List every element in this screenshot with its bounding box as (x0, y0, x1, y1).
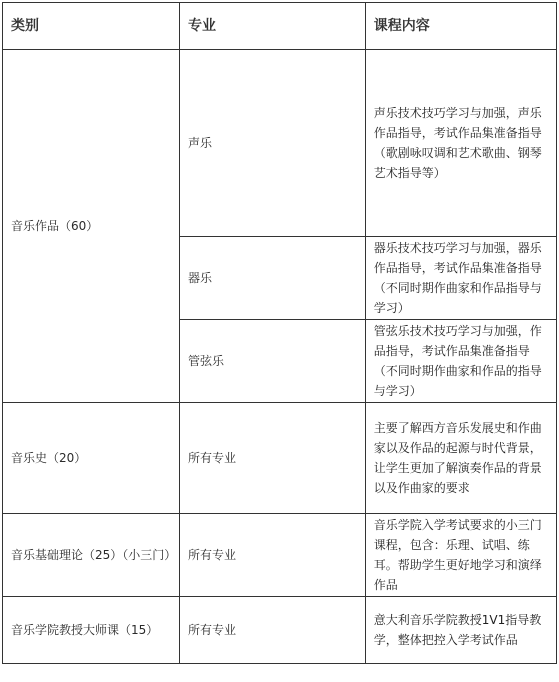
major-cell: 器乐 (180, 237, 366, 320)
category-cell: 音乐基础理论（25）（小三门） (3, 514, 180, 597)
major-cell: 声乐 (180, 50, 366, 237)
major-cell: 所有专业 (180, 403, 366, 514)
category-cell: 音乐作品（60） (3, 50, 180, 403)
content-cell: 音乐学院入学考试要求的小三门课程，包含：乐理、试唱、练耳。帮助学生更好地学习和演绎作品 (365, 514, 556, 597)
category-cell: 音乐学院教授大师课（15） (3, 597, 180, 664)
major-cell: 所有专业 (180, 514, 366, 597)
major-cell: 所有专业 (180, 597, 366, 664)
header-content: 课程内容 (365, 3, 556, 50)
content-cell: 管弦乐技术技巧学习与加强，作品指导，考试作品集准备指导（不同时期作曲家和作品的指导与学习） (365, 320, 556, 403)
content-cell: 主要了解西方音乐发展史和作曲家以及作品的起源与时代背景，让学生更加了解演奏作品的背景以及作曲家的要求 (365, 403, 556, 514)
table-row (3, 50, 557, 237)
header-major: 专业 (180, 3, 366, 50)
content-cell: 器乐技术技巧学习与加强，器乐作品指导，考试作品集准备指导（不同时期作曲家和作品指导与学习） (365, 237, 556, 320)
content-cell: 意大利音乐学院教授1V1指导教学，整体把控入学考试作品 (365, 597, 556, 664)
table-row (3, 403, 557, 514)
table-row (3, 597, 557, 664)
major-cell: 管弦乐 (180, 320, 366, 403)
table-row (3, 514, 557, 597)
course-table (2, 2, 557, 664)
table-header-row (3, 3, 557, 50)
header-category: 类别 (3, 3, 180, 50)
content-cell: 声乐技术技巧学习与加强，声乐作品指导，考试作品集准备指导（歌剧咏叹调和艺术歌曲、钢琴艺术指导等） (365, 50, 556, 237)
category-cell: 音乐史（20） (3, 403, 180, 514)
